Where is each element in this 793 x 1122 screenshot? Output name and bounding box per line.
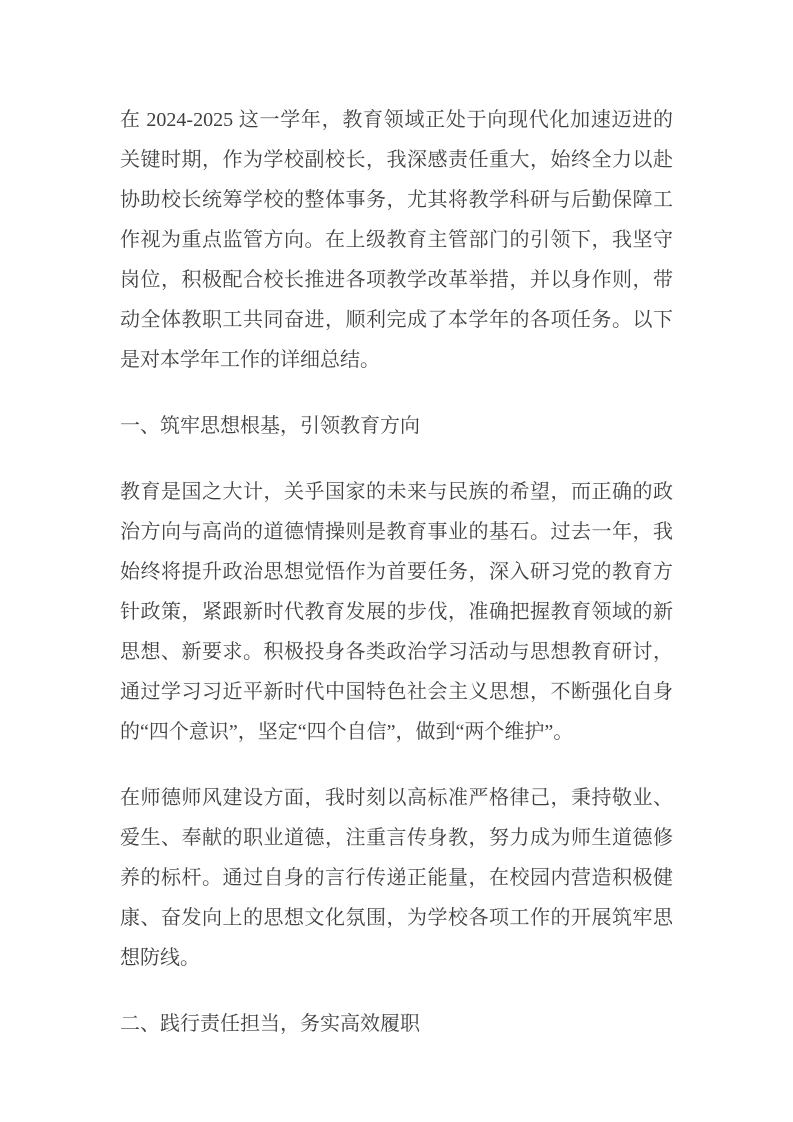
section-1-paragraph-2: 在师德师风建设方面，我时刻以高标准严格律己，秉持敬业、爱生、奉献的职业道德，注重言传身教，努力成为师生道德修养的标杆。通过自身的言行传递正能量，在校园内营造积极健康、奋发向上的思想文化氛围，为学校各项工作的开展筑牢思想防线。 [120, 787, 673, 969]
section-1-paragraph-1: 教育是国之大计，关乎国家的未来与民族的希望，而正确的政治方向与高尚的道德情操则是教育事业的基石。过去一年，我始终将提升政治思想觉悟作为首要任务，深入研习党的教育方针政策，紧跟新时代教育发展的步伐，准确把握教育领域的新思想、新要求。积极投身各类政治学习活动与思想教育研讨，通过学习习近平新时代中国特色社会主义思想，不断强化自身的“四个意识”，坚定“四个自信”，做到“两个维护”。 [120, 481, 673, 743]
section-heading-1: 一、筑牢思想根基，引领教育方向 [120, 415, 420, 437]
intro-paragraph: 在 2024-2025 这一学年，教育领域正处于向现代化加速迈进的关键时期，作为学校副校长，我深感责任重大，始终全力以赴协助校长统筹学校的整体事务，尤其将教学科研与后勤保障工作视为重点监管方向。在上级教育主管部门的引领下，我坚守岗位，积极配合校长推进各项教学改革举措，并以身作则，带动全体教职工共同奋进，顺利完成了本学年的各项任务。以下是对本学年工作的详细总结。 [120, 109, 673, 371]
section-heading-2: 二、践行责任担当，务实高效履职 [120, 1013, 420, 1035]
